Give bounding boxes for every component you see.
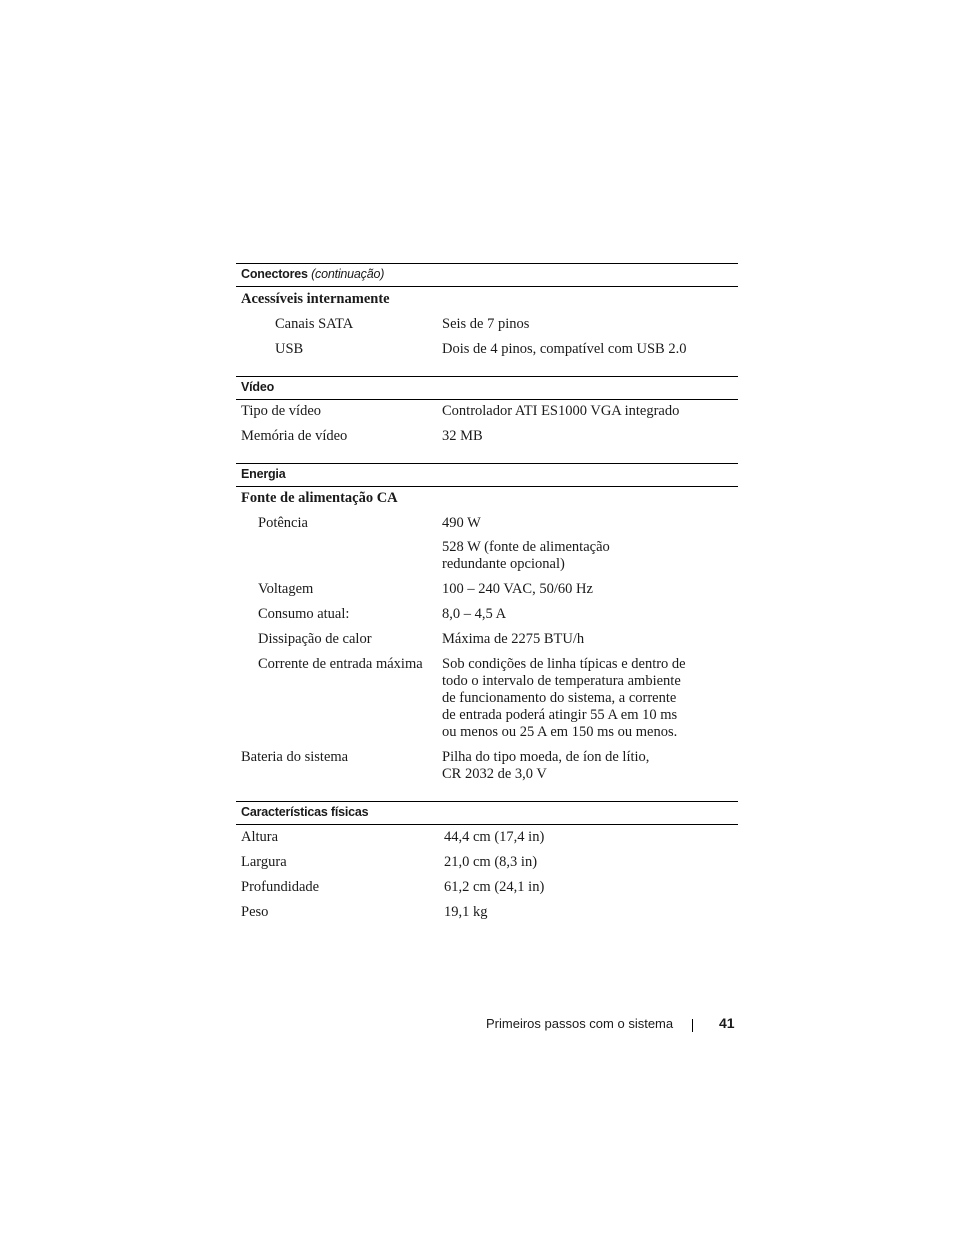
section-header-video: Vídeo xyxy=(236,376,738,400)
page-number: 41 xyxy=(719,1015,735,1031)
section-energia xyxy=(236,463,738,782)
section-conectores xyxy=(236,263,738,357)
spec-value: 61,2 cm (24,1 in) xyxy=(444,879,545,895)
group-label: Fonte de alimentação CA xyxy=(241,490,398,506)
spec-label: Memória de vídeo xyxy=(241,428,348,444)
spec-value: 8,0 – 4,5 A xyxy=(442,606,507,622)
spec-label: Voltagem xyxy=(258,581,314,597)
spec-value: 44,4 cm (17,4 in) xyxy=(444,829,545,845)
spec-label: Tipo de vídeo xyxy=(241,403,322,419)
footer-text: Primeiros passos com o sistema xyxy=(486,1016,674,1031)
spec-value: Máxima de 2275 BTU/h xyxy=(442,631,585,647)
spec-value: 32 MB xyxy=(442,428,483,444)
spec-label: Corrente de entrada máxima xyxy=(258,656,423,672)
section-caracteristicas-fisicas xyxy=(236,801,738,920)
section-header-conectores: Conectores (continuação) xyxy=(236,263,738,287)
spec-value: 528 W (fonte de alimentação redundante opcional) xyxy=(442,539,610,572)
spec-value: 100 – 240 VAC, 50/60 Hz xyxy=(442,581,593,597)
group-label: Acessíveis internamente xyxy=(241,291,390,307)
spec-label: USB xyxy=(275,341,304,357)
spec-value: Dois de 4 pinos, compatível com USB 2.0 xyxy=(442,341,687,357)
spec-value: Pilha do tipo moeda, de íon de lítio, CR 2032 de 3,0 V xyxy=(442,749,650,782)
spec-value: Controlador ATI ES1000 VGA integrado xyxy=(442,403,680,419)
spec-label: Consumo atual: xyxy=(258,606,350,622)
section-video xyxy=(236,376,738,444)
spec-value: 19,1 kg xyxy=(444,904,488,920)
continuation-note: (continuação) xyxy=(311,267,385,281)
spec-label: Profundidade xyxy=(241,879,320,895)
section-header-fisicas: Características físicas xyxy=(236,801,738,825)
spec-label: Dissipação de calor xyxy=(258,631,372,647)
spec-label: Bateria do sistema xyxy=(241,749,349,765)
spec-value: Sob condições de linha típicas e dentro de todo o intervalo de temperatura ambiente de funcionamento do sistema, a corrente de entrada poderá atingir 55 A em 10 ms ou menos ou 25 A em 150 ms ou menos. xyxy=(442,656,686,740)
spec-value: Seis de 7 pinos xyxy=(442,316,530,332)
footer-separator xyxy=(692,1019,693,1032)
section-header-energia: Energia xyxy=(236,463,738,487)
spec-value: 21,0 cm (8,3 in) xyxy=(444,854,538,870)
spec-label: Largura xyxy=(241,854,287,870)
spec-label: Peso xyxy=(241,904,269,920)
spec-value: 490 W xyxy=(442,515,481,531)
spec-label: Altura xyxy=(241,829,279,845)
spec-label: Potência xyxy=(258,515,308,531)
spec-label: Canais SATA xyxy=(275,316,354,332)
